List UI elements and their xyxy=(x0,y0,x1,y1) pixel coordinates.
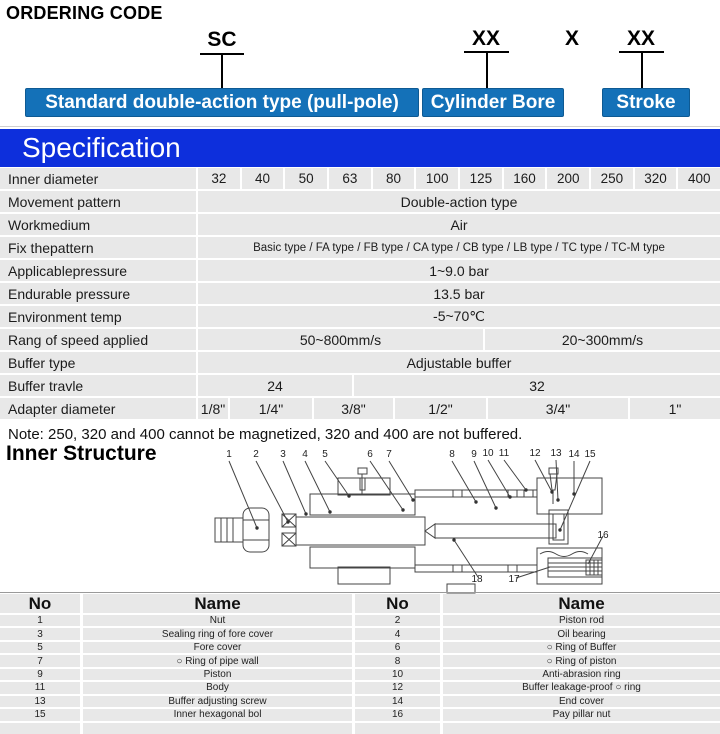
callout-18: 18 xyxy=(471,574,483,585)
row-adapter-diameter xyxy=(0,398,720,419)
code-sc-connector xyxy=(221,55,223,88)
label-stroke: Stroke xyxy=(602,88,690,117)
row-value: Double-action type xyxy=(198,191,720,212)
code-stroke-connector xyxy=(641,53,643,88)
callout-8: 8 xyxy=(449,449,455,460)
row-label: Applicablepressure xyxy=(0,260,196,281)
specification-banner xyxy=(0,129,720,167)
nut xyxy=(243,508,269,552)
callout-5: 5 xyxy=(322,449,328,460)
part-name: Anti-abrasion ring xyxy=(443,669,720,680)
adapter-value: 3/8" xyxy=(314,398,393,419)
row-applicable-pressure xyxy=(0,260,720,281)
adapter-value: 1/4" xyxy=(230,398,312,419)
part-no: 10 xyxy=(355,669,440,680)
diameter-value: 160 xyxy=(504,168,546,189)
part-no: 11 xyxy=(0,682,80,693)
label-standard-type: Standard double-action type (pull-pole) xyxy=(25,88,419,117)
callout-14: 14 xyxy=(568,449,580,460)
part-name: Piston rod xyxy=(443,615,720,626)
fore-cover xyxy=(310,468,415,584)
callout-2: 2 xyxy=(253,449,259,460)
part-no: 4 xyxy=(355,628,440,639)
separator-line xyxy=(0,126,720,127)
table-row xyxy=(0,642,720,653)
callout-1: 1 xyxy=(226,449,232,460)
table-row xyxy=(0,709,720,720)
diameter-value: 200 xyxy=(547,168,589,189)
part-no: 14 xyxy=(355,696,440,707)
diameter-value: 40 xyxy=(242,168,284,189)
row-label: Rang of speed applied xyxy=(0,329,196,350)
row-label: Workmedium xyxy=(0,214,196,235)
specification-table xyxy=(0,168,720,419)
part-no: 9 xyxy=(0,669,80,680)
diameter-value: 125 xyxy=(460,168,502,189)
inner-structure-heading: Inner Structure xyxy=(6,442,157,465)
code-x: X xyxy=(564,27,579,50)
row-buffer-type xyxy=(0,352,720,373)
part-name: Sealing ring of fore cover xyxy=(83,628,352,639)
part-no: 1 xyxy=(0,615,80,626)
row-label: Buffer travle xyxy=(0,375,196,396)
specification-title: Specification xyxy=(22,132,181,163)
part-name: ○ Ring of Buffer xyxy=(443,642,720,653)
part-name: Body xyxy=(83,682,352,693)
table-row xyxy=(0,628,720,639)
part-no: 16 xyxy=(355,709,440,720)
row-label: Movement pattern xyxy=(0,191,196,212)
diameter-value: 250 xyxy=(591,168,633,189)
part-name: Piston xyxy=(83,669,352,680)
piston xyxy=(549,510,568,544)
row-value: 13.5 bar xyxy=(198,283,720,304)
callout-13: 13 xyxy=(550,448,562,459)
part-name: Nut xyxy=(83,615,352,626)
callout-9: 9 xyxy=(471,449,477,460)
code-stroke: XX xyxy=(626,27,655,50)
row-environment-temp xyxy=(0,306,720,327)
part-no: 2 xyxy=(355,615,440,626)
note-text: Note: 250, 320 and 400 cannot be magnetized, 320 and 400 are not buffered. xyxy=(8,426,523,443)
speed-right: 20~300mm/s xyxy=(485,329,720,350)
adapter-value: 1" xyxy=(630,398,720,419)
table-row xyxy=(0,655,720,666)
callout-3: 3 xyxy=(280,449,286,460)
diameter-value: 32 xyxy=(198,168,240,189)
row-buffer-travel xyxy=(0,375,720,396)
part-no: 12 xyxy=(355,682,440,693)
adapter-value: 1/8" xyxy=(198,398,228,419)
part-no: 3 xyxy=(0,628,80,639)
row-label: Buffer type xyxy=(0,352,196,373)
row-label: Adapter diameter xyxy=(0,398,196,419)
part-name: Pay pillar nut xyxy=(443,709,720,720)
adapter-value: 3/4" xyxy=(488,398,628,419)
row-fix-pattern xyxy=(0,237,720,258)
row-value: Basic type / FA type / FB type / CA type / CB type / LB type / TC type / TC-M type xyxy=(198,237,720,258)
row-label: Endurable pressure xyxy=(0,283,196,304)
part-name: End cover xyxy=(443,696,720,707)
callout-15: 15 xyxy=(584,449,596,460)
table-row xyxy=(0,696,720,707)
part-name: Oil bearing xyxy=(443,628,720,639)
table-row xyxy=(0,669,720,680)
diameter-value: 100 xyxy=(416,168,458,189)
code-sc: SC xyxy=(207,28,237,51)
callout-11: 11 xyxy=(498,448,510,459)
header-no-right: No xyxy=(355,594,440,613)
row-value: -5~70℃ xyxy=(198,306,720,327)
part-no: 7 xyxy=(0,655,80,666)
part-no: 15 xyxy=(0,709,80,720)
header-name-right: Name xyxy=(443,594,720,613)
parts-table-header xyxy=(0,594,720,613)
row-value: Air xyxy=(198,214,720,235)
part-no: 6 xyxy=(355,642,440,653)
part-no: 8 xyxy=(355,655,440,666)
piston-rod xyxy=(296,517,556,545)
diameter-value: 50 xyxy=(285,168,327,189)
row-value: 1~9.0 bar xyxy=(198,260,720,281)
diameter-value: 400 xyxy=(678,168,720,189)
part-name: Buffer leakage-proof ○ ring xyxy=(443,682,720,693)
diameter-value: 320 xyxy=(635,168,677,189)
row-speed-range xyxy=(0,329,720,350)
row-movement-pattern xyxy=(0,191,720,212)
code-bore: XX xyxy=(471,27,500,50)
row-work-medium xyxy=(0,214,720,235)
parts-table-top-border xyxy=(0,592,720,593)
row-label: Environment temp xyxy=(0,306,196,327)
rod-seals xyxy=(282,514,296,546)
part-name: Fore cover xyxy=(83,642,352,653)
part-no: 13 xyxy=(0,696,80,707)
piston-rod-end xyxy=(215,518,243,542)
diameter-value: 63 xyxy=(329,168,371,189)
header-name-left: Name xyxy=(83,594,352,613)
callout-7: 7 xyxy=(386,449,392,460)
row-endurable-pressure xyxy=(0,283,720,304)
buffer-travel-right: 32 xyxy=(354,375,720,396)
label-cylinder-bore: Cylinder Bore xyxy=(422,88,564,117)
part-name: Inner hexagonal bol xyxy=(83,709,352,720)
callout-12: 12 xyxy=(529,448,541,459)
part-name: ○ Ring of pipe wall xyxy=(83,655,352,666)
part-no: 5 xyxy=(0,642,80,653)
table-row xyxy=(0,682,720,693)
buffer-travel-left: 24 xyxy=(198,375,352,396)
part-name: ○ Ring of piston xyxy=(443,655,720,666)
speed-left: 50~800mm/s xyxy=(198,329,483,350)
parts-table xyxy=(0,594,720,734)
table-row-partial xyxy=(0,723,720,734)
callout-17: 17 xyxy=(508,574,520,585)
row-label: Fix thepattern xyxy=(0,237,196,258)
header-no-left: No xyxy=(0,594,80,613)
row-label: Inner diameter xyxy=(0,168,196,189)
cylinder-cross-section-diagram xyxy=(210,448,650,594)
callout-16: 16 xyxy=(597,530,609,541)
callout-6: 6 xyxy=(367,449,373,460)
callout-4: 4 xyxy=(302,449,308,460)
diameter-value: 80 xyxy=(373,168,415,189)
adapter-value: 1/2" xyxy=(395,398,486,419)
row-value: Adjustable buffer xyxy=(198,352,720,373)
ordering-code-heading: ORDERING CODE xyxy=(6,3,163,23)
table-row xyxy=(0,615,720,626)
row-inner-diameter xyxy=(0,168,720,189)
code-bore-connector xyxy=(486,53,488,88)
part-name: Buffer adjusting screw xyxy=(83,696,352,707)
callout-10: 10 xyxy=(482,448,494,459)
